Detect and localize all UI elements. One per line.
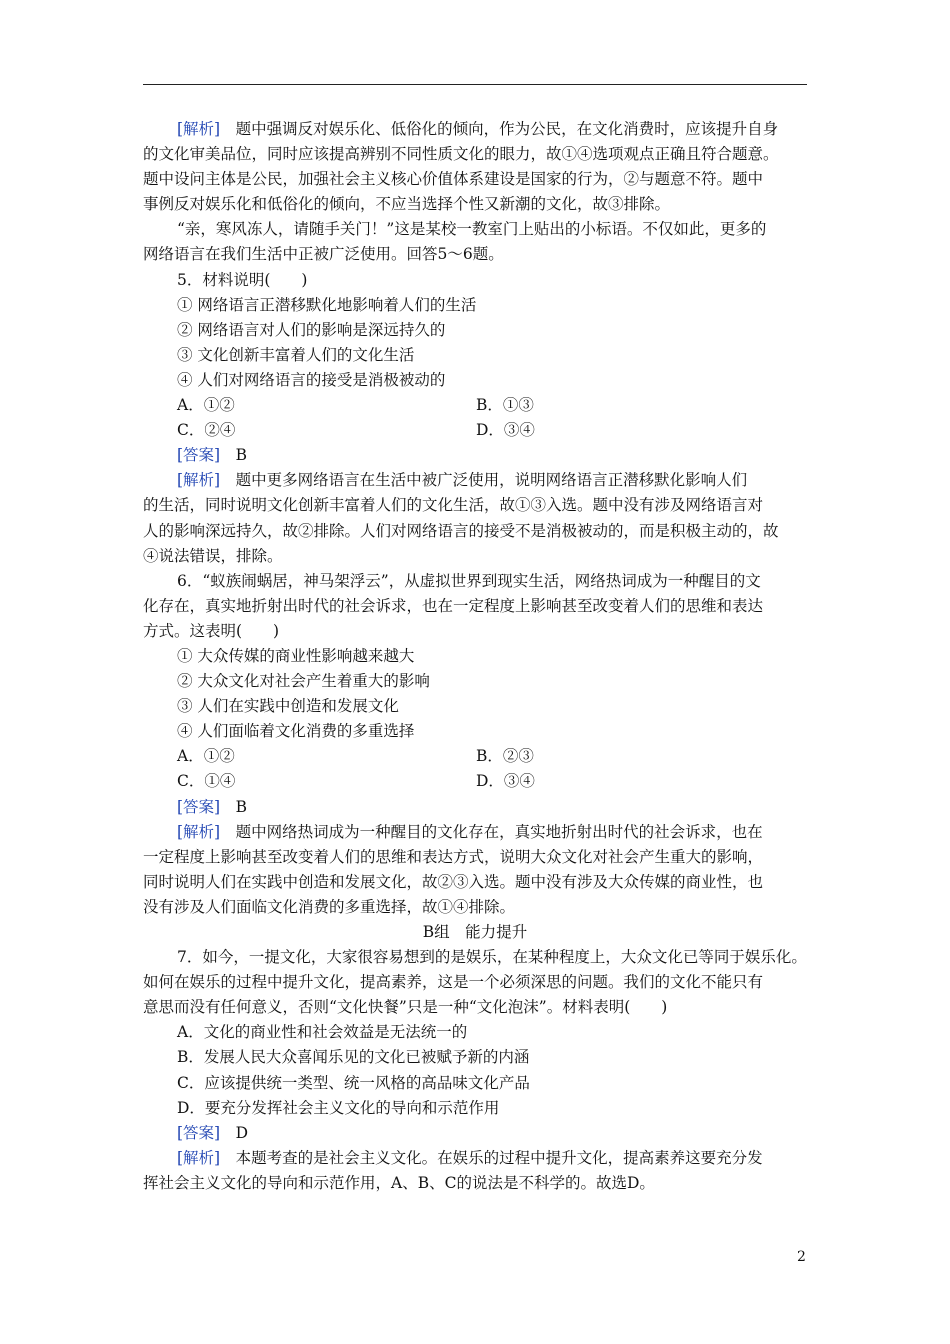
option-b: B．②③ [476,747,534,766]
statement-item: ③ 人们在实践中创造和发展文化 [177,697,399,716]
statement-item: ④ 人们对网络语言的接受是消极被动的 [177,370,446,389]
statement-item: ② 大众文化对社会产生着重大的影响 [177,672,430,691]
options-row [143,769,807,794]
answer-tag: [答案] [177,797,221,816]
answer-tag: [答案] [177,446,221,465]
explanation-line: [解析] 题中强调反对娱乐化、低俗化的倾向，作为公民，在文化消费时，应该提升自身 [177,120,779,138]
answer-line [143,443,807,468]
explanation-line: 题中设问主体是公民，加强社会主义核心价值体系建设是国家的行为，②与题意不符。题中 [143,170,764,189]
question-6-stem: 方式。这表明( ) [143,621,280,640]
explanation-line: 同时说明人们在实践中创造和发展文化，故②③入选。题中没有涉及大众传媒的商业性，也 [143,872,764,891]
option-c: C．②④ [177,421,236,440]
explanation-line: [解析] 题中更多网络语言在生活中被广泛使用，说明网络语言正潜移默化影响人们 [177,471,748,490]
material-intro: 网络语言在我们生活中正被广泛使用。回答5～6题。 [143,245,504,264]
answer-tag: [答案] [177,1123,221,1142]
header-rule [143,84,807,85]
option-c: C．①④ [177,772,236,791]
explanation-tag: [解析] [177,1148,221,1167]
question-7-stem: 7．如今，一提文化，大家很容易想到的是娱乐，在某种程度上，大众文化已等同于娱乐化。 [177,948,807,967]
option-d: D．要充分发挥社会主义文化的导向和示范作用 [177,1098,500,1117]
question-7-stem: 意思而没有任何意义，否则“文化快餐”只是一种“文化泡沫”。材料表明( ) [143,998,668,1017]
option-b: B．发展人民大众喜闻乐见的文化已被赋予新的内涵 [177,1048,530,1067]
answer-value: B [235,446,248,465]
question-7-stem: 如何在娱乐的过程中提升文化，提高素养，这是一个必须深思的问题。我们的文化不能只有 [143,973,764,992]
explanation-line: 的生活，同时说明文化创新丰富着人们的文化生活，故①③入选。题中没有涉及网络语言对 [143,496,764,515]
statement-item: ② 网络语言对人们的影响是深远持久的 [177,320,446,339]
page-content [143,117,807,1196]
explanation-line: 没有涉及人们面临文化消费的多重选择，故①④排除。 [143,897,516,916]
statement-item: ① 网络语言正潜移默化地影响着人们的生活 [177,295,477,314]
option-d: D．③④ [476,421,535,440]
option-a: A．①② [177,396,235,415]
option-a: A．①② [177,747,235,766]
options-row [143,744,807,769]
options-row [143,393,807,418]
answer-value: B [235,797,248,816]
explanation-line: [解析] 本题考查的是社会主义文化。在娱乐的过程中提升文化，提高素养这要充分发 [177,1148,763,1167]
explanation-line: 一定程度上影响甚至改变着人们的思维和表达方式，说明大众文化对社会产生重大的影响， [143,847,764,866]
material-intro: “亲，寒风冻人，请随手关门！”这是某校一教室门上贴出的小标语。不仅如此，更多的 [177,220,767,239]
page-number: 2 [797,1249,806,1265]
option-a: A．文化的商业性和社会效益是无法统一的 [177,1023,468,1042]
option-d: D．③④ [476,772,535,791]
question-5-stem: 5．材料说明( ) [177,270,308,289]
explanation-tag: [解析] [177,120,221,138]
explanation-line: 的文化审美品位，同时应该提高辨别不同性质文化的眼力，故①④选项观点正确且符合题意。 [143,145,779,164]
option-b: B．①③ [476,396,534,415]
option-c: C．应该提供统一类型、统一风格的高品味文化产品 [177,1073,530,1092]
explanation-tag: [解析] [177,822,221,841]
section-heading: B组 能力提升 [422,923,528,941]
answer-line [143,795,807,820]
explanation-line: 挥社会主义文化的导向和示范作用，A、B、C的说法是不科学的。故选D。 [143,1173,655,1192]
explanation-line: [解析] 题中网络热词成为一种醒目的文化存在，真实地折射出时代的社会诉求，也在 [177,822,763,841]
answer-value: D [235,1123,249,1142]
answer-line [143,1121,807,1146]
explanation-line: ④说法错误，排除。 [143,546,283,565]
statement-item: ④ 人们面临着文化消费的多重选择 [177,722,415,741]
explanation-tag: [解析] [177,471,221,490]
question-6-stem: 6．“蚁族闹蜗居，神马架浮云”，从虚拟世界到现实生活，网络热词成为一种醒目的文 [177,571,761,590]
question-6-stem: 化存在，真实地折射出时代的社会诉求，也在一定程度上影响甚至改变着人们的思维和表达 [143,596,764,615]
statement-item: ③ 文化创新丰富着人们的文化生活 [177,345,415,364]
statement-item: ① 大众传媒的商业性影响越来越大 [177,646,415,665]
options-row [143,418,807,443]
explanation-line: 事例反对娱乐化和低俗化的倾向，不应当选择个性又新潮的文化，故③排除。 [143,195,671,214]
explanation-line: 人的影响深远持久，故②排除。人们对网络语言的接受不是消极被动的，而是积极主动的，故 [143,521,779,540]
